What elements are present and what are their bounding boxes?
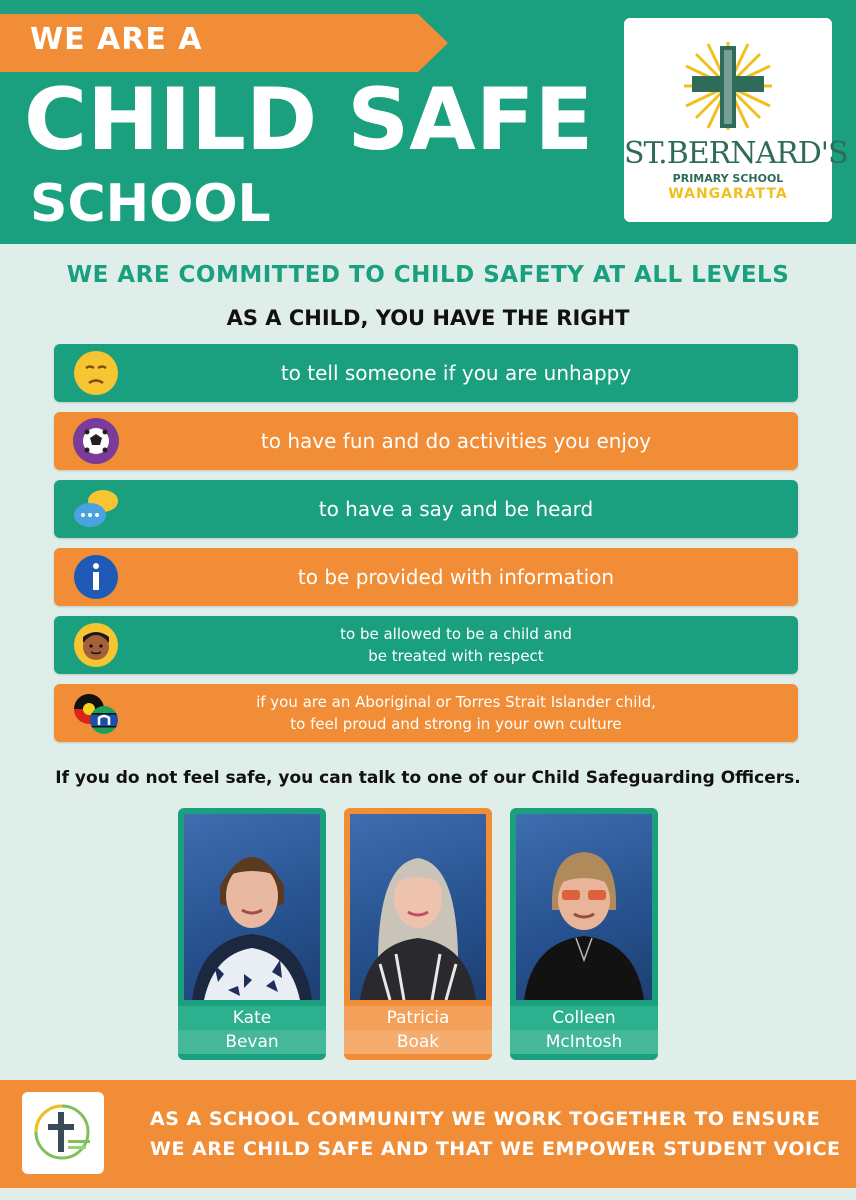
footer-line2: WE ARE CHILD SAFE AND THAT WE EMPOWER STUDENT VOICE [150,1138,841,1160]
footer-message [150,1104,840,1164]
sad-face-icon [72,349,120,397]
rights-heading: AS A CHILD, YOU HAVE THE RIGHT [226,306,630,330]
right-text-line1: if you are an Aboriginal or Torres Strait Islander child, [256,693,656,711]
right-text: to tell someone if you are unhappy [280,361,632,385]
right-item-culture [54,684,798,742]
footer-line1: AS A SCHOOL COMMUNITY WE WORK TOGETHER TO ENSURE [150,1108,821,1130]
right-text-line2: to feel proud and strong in your own culture [290,715,622,733]
person-photo-icon [350,814,486,1000]
right-item-unhappy [54,344,798,402]
officer-first-name: Kate [178,1006,326,1030]
officer-card-patricia-boak [344,808,492,1060]
footer [0,1080,856,1188]
commitment-heading: WE ARE COMMITTED TO CHILD SAFETY AT ALL LEVELS [66,262,790,288]
soccer-ball-icon [72,417,120,465]
indigenous-flags-icon [72,689,120,737]
officer-photo [350,814,486,1000]
right-text: to be provided with information [297,565,615,589]
right-item-say [54,480,798,538]
header [0,0,856,244]
officer-first-name: Colleen [510,1006,658,1030]
right-text: to have fun and do activities you enjoy [260,429,652,453]
logo-town: WANGARATTA [668,186,788,202]
school-logo [624,18,848,222]
talk-to-officer-text: If you do not feel safe, you can talk to one of our Child Safeguarding Officers. [55,768,801,788]
officer-photo [516,814,652,1000]
officer-last-name: McIntosh [510,1030,658,1054]
logo-school-name: ST.BERNARD'S [624,136,848,171]
banner-text: WE ARE A [30,22,203,57]
right-text-line2: be treated with respect [368,647,544,665]
child-face-icon [72,621,120,669]
officer-photo [184,814,320,1000]
right-item-respect [54,616,798,674]
officer-card-colleen-mcintosh [510,808,658,1060]
person-photo-icon [516,814,652,1000]
officer-card-kate-bevan [178,808,326,1060]
person-photo-icon [184,814,320,1000]
footer-logo [22,1092,104,1174]
logo-subtitle: PRIMARY SCHOOL [672,172,784,185]
officer-last-name: Boak [344,1030,492,1054]
right-item-information [54,548,798,606]
right-text: to have a say and be heard [318,497,594,521]
info-icon [72,553,120,601]
officer-first-name: Patricia [344,1006,492,1030]
right-text [340,623,572,667]
title-school: SCHOOL [30,174,271,234]
officer-last-name: Bevan [178,1030,326,1054]
cross-sun-icon [678,38,778,134]
title-child-safe: CHILD SAFE [24,70,594,170]
child-safe-logo-icon [22,1092,104,1174]
speech-bubbles-icon [72,485,120,533]
right-item-fun [54,412,798,470]
right-text-line1: to be allowed to be a child and [340,625,572,643]
right-text [256,691,656,735]
